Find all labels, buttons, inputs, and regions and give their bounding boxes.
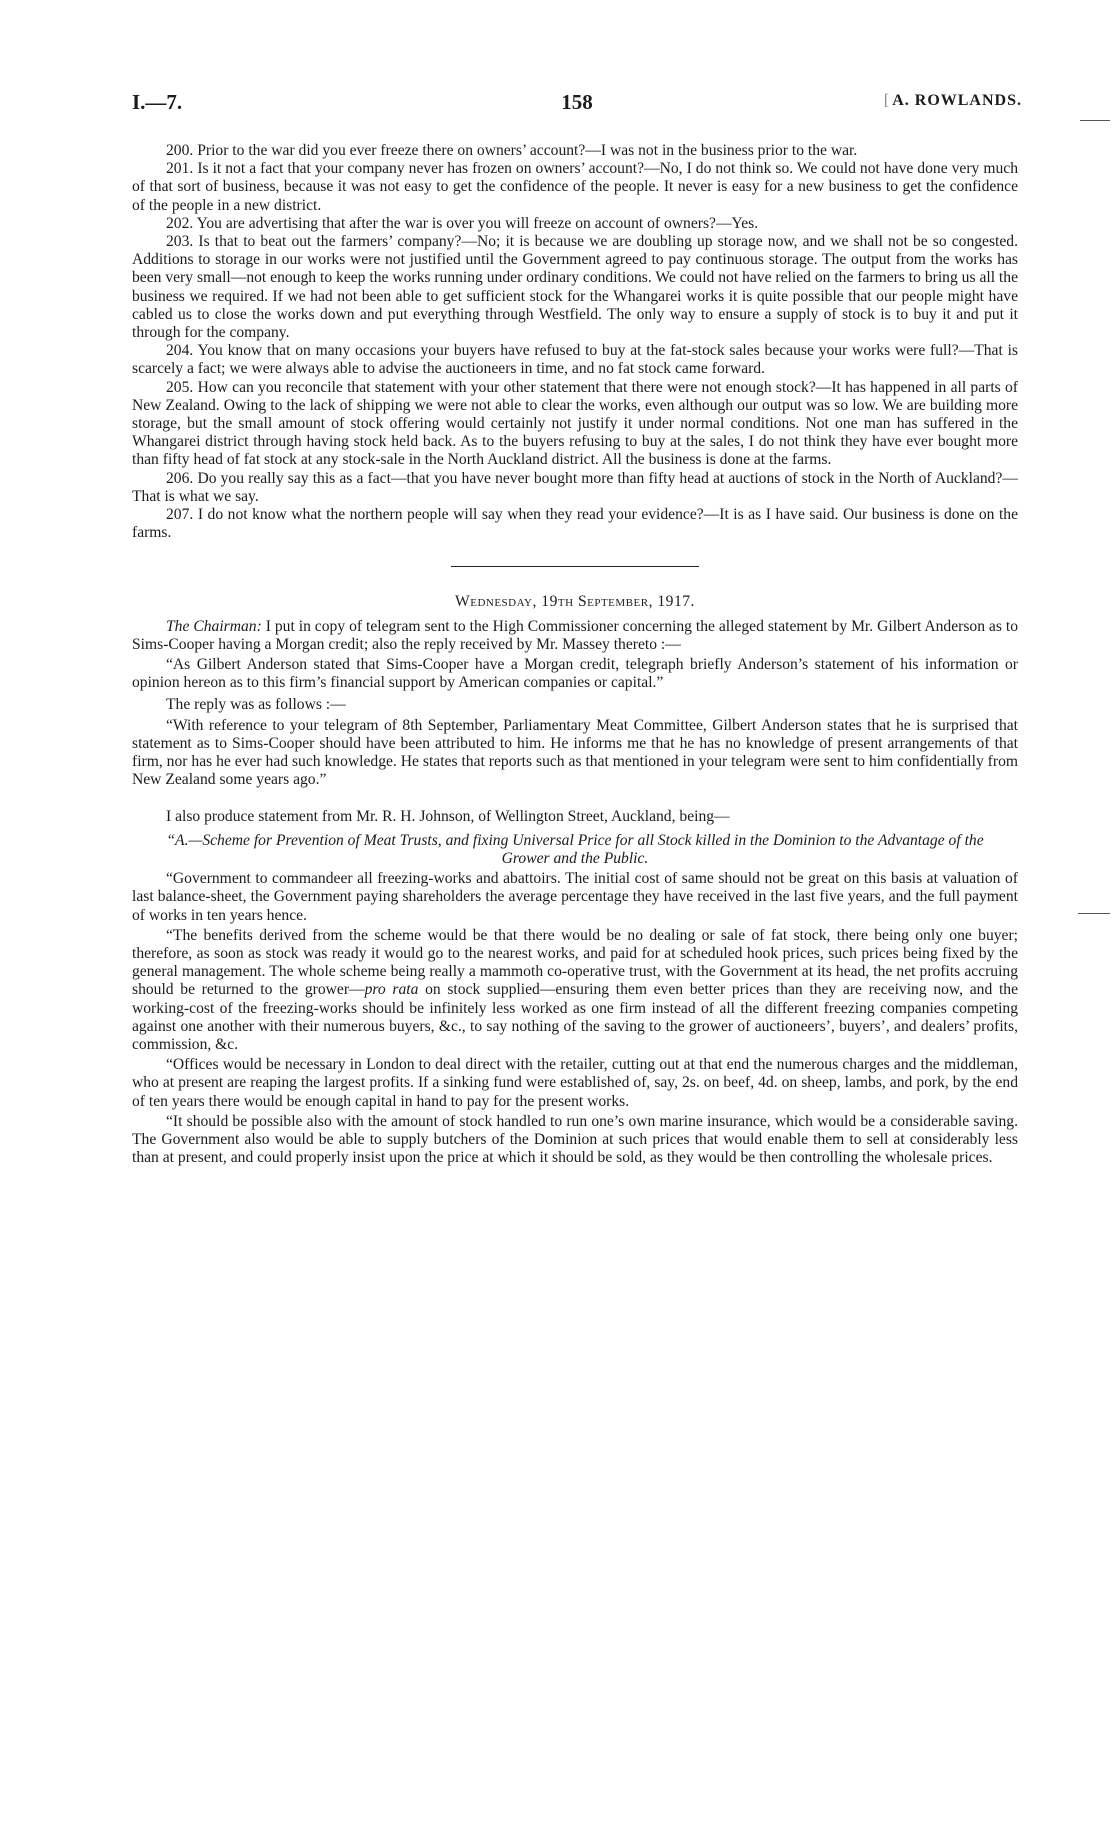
question-text: I do not know what the northern people will say when they read your evidence?—It is as I have said. Our business is done on the farms. (132, 506, 1019, 542)
chairman-text: I put in copy of telegram sent to the High Commissioner concerning the alleged statement by Mr. Gilbert Anderson as to Sims-Cooper having a Morgan credit; also the reply received by Mr. Massey thereto :— (132, 617, 1018, 653)
question-200 (132, 142, 1018, 160)
question-text: You are advertising that after the war is over you will freeze on account of owners?—Yes. (196, 214, 759, 232)
question-number: 204. (166, 342, 194, 360)
italic-phrase: pro rata (364, 981, 419, 999)
question-205 (132, 379, 1018, 470)
document-reference: I.—7. (132, 90, 183, 114)
reply-intro: The reply was as follows :— (166, 696, 346, 714)
question-number: 203. (166, 233, 194, 251)
witness-name-text: A. ROWLANDS. (892, 92, 1022, 109)
scheme-paragraph-2-start: “The benefits derived from the scheme would be that there would be no dealing or sale of fat stock, there being only one buyer; therefore, as soon as stock was ready it would go to the nearest works, and paid for at scheduled hook prices, such prices being fixed by the general management. The whole scheme being really a mammoth co-operative trust, with the Government at its head, the net profits accruing should be returned to the grower— (132, 926, 1018, 999)
witness-name (884, 92, 1022, 110)
question-201 (132, 160, 1018, 215)
chairman-statement (132, 618, 1018, 654)
speaker-label: The Chairman: (166, 617, 262, 635)
scheme-paragraph-2 (132, 927, 1018, 1054)
question-207 (132, 506, 1018, 542)
page-header (132, 90, 1022, 124)
question-number: 200. (166, 142, 194, 159)
reply-quote: “With reference to your telegram of 8th September, Parliamentary Meat Committee, Gilbert Anderson states that he is surprised that statement as to Sims-Cooper should have been attributed to him. He informs me that he has no knowledge of present arrangements of that firm, nor has he ever had such knowledge. He states that reports such as that mentioned in your telegram were sent to him confidentially from New Zealand some years ago.” (132, 716, 1018, 789)
telegram-quote: “As Gilbert Anderson stated that Sims-Cooper have a Morgan credit, telegraph briefly Anderson’s statement of his information or opinion hereon as to this firm’s financial support by American companies or capital.” (132, 656, 1018, 692)
scheme-paragraph-4: “It should be possible also with the amount of stock handled to run one’s own marine insurance, which would be a considerable saving. The Government also would be able to supply butchers of the Dominion at such prices that would enable them to sell at considerably less than at present, and could properly insist upon the price at which it should be sold, as they would be then controlling the wholesale prices. (132, 1112, 1018, 1167)
question-number: 201. (166, 160, 194, 178)
also-produce-statement: I also produce statement from Mr. R. H. Johnson, of Wellington Street, Auckland, being— (166, 807, 730, 825)
question-number: 207. (166, 506, 194, 524)
scheme-paragraph-3: “Offices would be necessary in London to deal direct with the retailer, cutting out at that end the numerous charges and the middleman, who at present are reaping the largest profits. If a sinking fund were established of, say, 2s. on beef, 4d. on sheep, lambs, and pork, by the end of ten years there would be enough capital in hand to pay for the present works. (132, 1056, 1018, 1110)
section-divider (451, 566, 699, 567)
spacer (132, 790, 1018, 804)
question-text: Is it not a fact that your company never has frozen on owners’ account?—No, I do not think so. We could not have done very much of that sort of business, because it was not easy to get the confidence of the people. It never is easy for a new business to get the confidence of the people in a new district. (132, 160, 1018, 214)
question-number: 206. (166, 469, 194, 487)
question-text: How can you reconcile that statement with your other statement that there were not enough stock?—It has happened in all parts of New Zealand. Owing to the lack of shipping we were not able to clear the works, even although our output was so low. We are building more storage, but the small amount of stock offering would certainly not justify it under normal conditions. Not one man has suffered in the Whangarei district through having stock held back. As to the buyers refusing to buy at the sales, I do not think they have ever bought more than fifty head of fat stock at any stock-sale in the North Auckland district. All the business is done at the farms. (132, 378, 1018, 469)
question-number: 202. (166, 214, 194, 232)
question-203 (132, 233, 1018, 342)
date-heading: Wednesday, 19th September, 1917. (455, 593, 695, 611)
question-text: Prior to the war did you ever freeze there on owners’ account?—I was not in the business prior to the war. (197, 142, 858, 159)
page-number: 158 (561, 90, 593, 114)
scheme-paragraph-2-end: on stock supplied—ensuring them even better prices than they are receiving now, and the working-cost of the freezing-works should be infinitely less worked as one firm instead of all the different freezing companies competing against one another with their numerous buyers, &c., to say nothing of the saving to the grower of auctioneers’, buyers’, and dealers’ profits, commission, &c. (132, 981, 1019, 1053)
question-204 (132, 342, 1018, 378)
question-text: Is that to beat out the farmers’ company?—No; it is because we are doubling up storage now, and we shall not be so congested. Additions to storage in our works were not justified until the Government agreed to pay continuous storage. The output from the works has been very small—not enough to keep the works running under ordinary conditions. We could not have relied on the farmers to bring us all the business we required. If we had not been able to get sufficient stock for the Whangarei works it is quite possible that our people might have cabled us to close the works down and put everything through Westfield. The only way to ensure a supply of stock is to buy it and put it through for the company. (132, 233, 1018, 342)
question-text: You know that on many occasions your buyers have refused to buy at the fat-stock sales because your works were full?—That is scarcely a fact; we were always able to advise the auctioneers in time, and no fat stock came forward. (132, 342, 1018, 378)
question-number: 205. (166, 378, 194, 396)
margin-mark-middle (1078, 913, 1110, 914)
body-text (132, 142, 1018, 1167)
margin-mark-top (1080, 120, 1110, 121)
scheme-paragraph-1: “Government to commandeer all freezing-works and abattoirs. The initial cost of same should not be great on this basis at valuation of last balance-sheet, the Government paying shareholders the average percentage they have received in the last five years, and the full payment of works in ten years hence. (132, 870, 1018, 924)
scheme-title: “A.—Scheme for Prevention of Meat Trusts, and fixing Universal Price for all Stock killed in the Dominion to the Advantage of the Grower and the Public. (166, 831, 984, 867)
question-202 (132, 215, 1018, 233)
question-text: Do you really say this as a fact—that you have never bought more than fifty head at auctions of stock in the North of Auckland?—That is what we say. (132, 469, 1018, 505)
header-bracket: [ (883, 92, 891, 109)
question-206 (132, 470, 1018, 506)
